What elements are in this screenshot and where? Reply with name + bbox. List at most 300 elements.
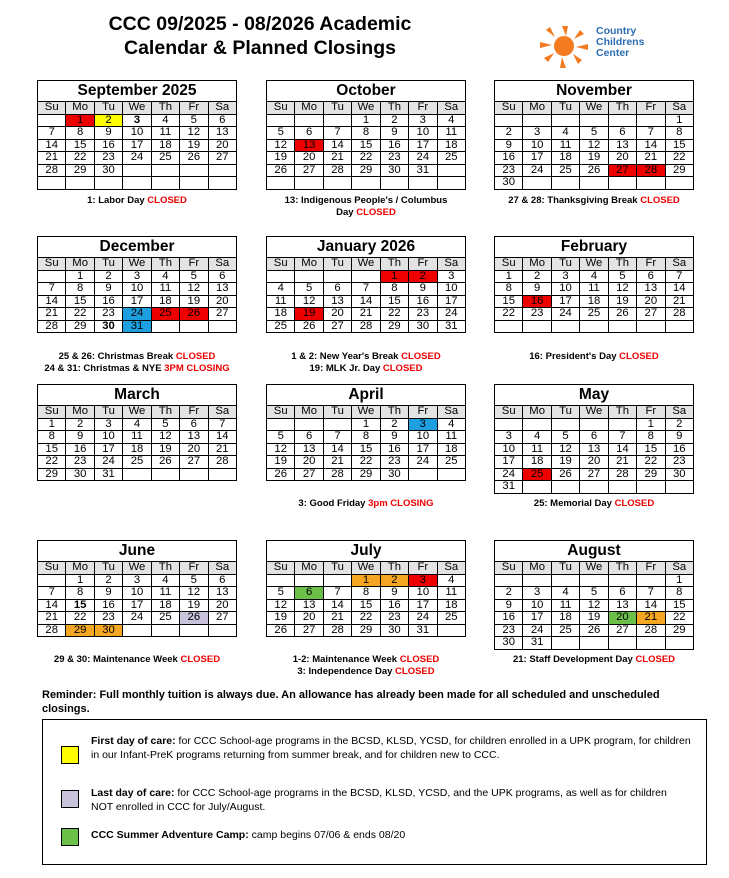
empty-cell [437, 177, 465, 190]
day-cell: 24 [523, 164, 551, 177]
week-row [267, 431, 466, 444]
day-cell: 24 [409, 456, 437, 469]
day-cell: 24 [409, 152, 437, 165]
empty-cell [495, 418, 523, 431]
day-cell: 21 [608, 456, 636, 469]
day-cell: 1 [66, 270, 94, 283]
weekday-label: Sa [665, 258, 693, 271]
day-cell: 10 [123, 587, 151, 600]
day-cell: 28 [208, 456, 236, 469]
week-row [495, 320, 694, 333]
weekday-header-row [38, 258, 237, 271]
week-row [495, 443, 694, 456]
empty-cell [608, 418, 636, 431]
closing-note-line [474, 195, 714, 207]
day-cell: 31 [409, 164, 437, 177]
empty-cell [523, 114, 551, 127]
month-name: July [266, 540, 466, 561]
weekday-label: Su [495, 406, 523, 419]
day-cell: 3 [523, 127, 551, 140]
day-cell: 24 [94, 456, 122, 469]
week-row [495, 270, 694, 283]
empty-cell [208, 468, 236, 481]
month-calendar [37, 384, 237, 481]
weekday-label: Mo [295, 258, 323, 271]
empty-cell [580, 481, 608, 494]
weekday-label: Su [38, 258, 66, 271]
weekday-label: Tu [94, 258, 122, 271]
day-cell: 22 [38, 456, 66, 469]
day-cell: 8 [352, 587, 380, 600]
day-cell: 14 [323, 599, 351, 612]
day-cell: 28 [637, 164, 665, 177]
day-cell: 21 [38, 308, 66, 321]
day-cell: 10 [123, 283, 151, 296]
day-cell: 27 [608, 164, 636, 177]
empty-cell [267, 177, 295, 190]
empty-cell [608, 574, 636, 587]
closing-note [17, 351, 257, 375]
legend-text: for CCC School-age programs in the BCSD, KLSD, YCSD, and the UPK programs, as well as for children NOT enrolled in CCC for July/August. [91, 787, 667, 813]
day-cell: 10 [409, 127, 437, 140]
weekday-label: Tu [551, 102, 579, 115]
day-cell: 6 [608, 127, 636, 140]
day-cell: 6 [180, 418, 208, 431]
day-cell: 2 [94, 270, 122, 283]
weekday-label: Fr [180, 562, 208, 575]
closing-reason: 1: Labor Day [87, 195, 148, 206]
day-cell: 18 [267, 308, 295, 321]
day-cell: 5 [580, 587, 608, 600]
empty-cell [38, 574, 66, 587]
closing-note [474, 498, 714, 510]
day-cell: 4 [437, 574, 465, 587]
day-cell: 7 [637, 587, 665, 600]
day-cell: 17 [551, 295, 579, 308]
closing-note-line [17, 195, 257, 207]
day-cell: 9 [380, 587, 408, 600]
month-name: December [37, 236, 237, 257]
week-row [495, 177, 694, 190]
weekday-label: Th [608, 102, 636, 115]
month-calendar [266, 236, 466, 333]
day-cell: 26 [608, 308, 636, 321]
day-cell: 7 [323, 431, 351, 444]
day-cell: 23 [94, 308, 122, 321]
empty-cell [267, 270, 295, 283]
weekday-label: Sa [208, 562, 236, 575]
day-cell: 31 [409, 624, 437, 637]
empty-cell [295, 574, 323, 587]
day-cell: 6 [323, 283, 351, 296]
week-row [495, 295, 694, 308]
weekday-label: Sa [208, 258, 236, 271]
week-row [38, 283, 237, 296]
day-cell: 31 [123, 320, 151, 333]
day-cell: 20 [608, 612, 636, 625]
week-row [38, 468, 237, 481]
weekday-label: We [352, 562, 380, 575]
closing-note [474, 351, 714, 363]
weekday-label: Tu [94, 562, 122, 575]
day-cell: 21 [323, 152, 351, 165]
week-row [495, 612, 694, 625]
day-cell: 25 [267, 320, 295, 333]
day-cell: 8 [66, 587, 94, 600]
empty-cell [323, 177, 351, 190]
closed-label: CLOSED [401, 351, 441, 362]
month-name: October [266, 80, 466, 101]
empty-cell [267, 418, 295, 431]
week-row [267, 587, 466, 600]
day-cell: 23 [380, 456, 408, 469]
day-cell: 7 [637, 127, 665, 140]
day-cell: 14 [637, 599, 665, 612]
day-cell: 17 [409, 599, 437, 612]
day-cell: 24 [123, 612, 151, 625]
day-cell: 8 [38, 431, 66, 444]
day-cell: 5 [180, 114, 208, 127]
empty-cell [123, 164, 151, 177]
closing-reason: 3: Good Friday [298, 498, 369, 509]
month-table [37, 405, 237, 481]
day-cell: 11 [151, 283, 179, 296]
weekday-label: Sa [665, 406, 693, 419]
day-cell: 25 [437, 612, 465, 625]
empty-cell [323, 270, 351, 283]
day-cell: 8 [352, 431, 380, 444]
week-row [495, 637, 694, 650]
weekday-label: Sa [208, 406, 236, 419]
week-row [38, 418, 237, 431]
day-cell: 10 [409, 587, 437, 600]
weekday-label: Su [38, 406, 66, 419]
weekday-label: Mo [295, 102, 323, 115]
month-name: September 2025 [37, 80, 237, 101]
day-cell: 5 [608, 270, 636, 283]
day-cell: 16 [66, 443, 94, 456]
day-cell: 12 [180, 127, 208, 140]
day-cell: 4 [123, 418, 151, 431]
day-cell: 27 [580, 468, 608, 481]
closing-note-line [246, 207, 486, 219]
day-cell: 19 [180, 599, 208, 612]
day-cell: 1 [352, 114, 380, 127]
day-cell: 31 [523, 637, 551, 650]
weekday-label: Fr [637, 406, 665, 419]
day-cell: 6 [208, 270, 236, 283]
day-cell: 17 [409, 139, 437, 152]
empty-cell [208, 624, 236, 637]
day-cell: 25 [551, 624, 579, 637]
weekday-header-row [267, 102, 466, 115]
day-cell: 3 [409, 114, 437, 127]
day-cell: 22 [380, 308, 408, 321]
week-row [495, 139, 694, 152]
week-row [267, 320, 466, 333]
empty-cell [551, 418, 579, 431]
empty-cell [123, 468, 151, 481]
day-cell: 6 [608, 587, 636, 600]
day-cell: 2 [380, 574, 408, 587]
title-line-1: CCC 09/2025 - 08/2026 Academic [108, 13, 412, 35]
empty-cell [123, 177, 151, 190]
week-row [495, 624, 694, 637]
empty-cell [323, 574, 351, 587]
day-cell: 12 [551, 443, 579, 456]
day-cell: 21 [352, 308, 380, 321]
legend-label: CCC Summer Adventure Camp: [91, 829, 249, 841]
day-cell: 14 [352, 295, 380, 308]
empty-cell [151, 468, 179, 481]
empty-cell [580, 177, 608, 190]
week-row [267, 127, 466, 140]
closing-reason: 19: MLK Jr. Day [309, 363, 383, 374]
month-name: March [37, 384, 237, 405]
day-cell: 14 [38, 599, 66, 612]
day-cell: 12 [180, 587, 208, 600]
day-cell: 29 [637, 468, 665, 481]
yellow-swatch [61, 746, 79, 764]
empty-cell [665, 637, 693, 650]
day-cell: 26 [580, 624, 608, 637]
closing-note [246, 195, 486, 219]
day-cell: 1 [665, 114, 693, 127]
day-cell: 3 [123, 574, 151, 587]
month-calendar [494, 236, 694, 333]
week-row [495, 283, 694, 296]
day-cell: 6 [208, 114, 236, 127]
week-row [38, 270, 237, 283]
empty-cell [151, 624, 179, 637]
weekday-label: Th [380, 562, 408, 575]
day-cell: 18 [151, 295, 179, 308]
day-cell: 1 [38, 418, 66, 431]
day-cell: 30 [495, 177, 523, 190]
day-cell: 16 [94, 599, 122, 612]
weekday-label: Su [267, 562, 295, 575]
day-cell: 26 [180, 308, 208, 321]
empty-cell [523, 320, 551, 333]
weekday-label: Tu [551, 562, 579, 575]
weekday-header-row [495, 562, 694, 575]
closing-reason: 16: President's Day [529, 351, 620, 362]
day-cell: 14 [665, 283, 693, 296]
day-cell: 7 [38, 283, 66, 296]
day-cell: 9 [523, 283, 551, 296]
weekday-label: Mo [66, 562, 94, 575]
closing-note [246, 351, 486, 375]
day-cell: 20 [580, 456, 608, 469]
day-cell: 10 [523, 139, 551, 152]
weekday-label: Th [151, 258, 179, 271]
day-cell: 2 [409, 270, 437, 283]
closing-note [17, 654, 257, 666]
day-cell: 18 [123, 443, 151, 456]
day-cell: 21 [665, 295, 693, 308]
day-cell: 16 [94, 295, 122, 308]
day-cell: 30 [66, 468, 94, 481]
day-cell: 23 [94, 612, 122, 625]
weekday-label: Th [151, 406, 179, 419]
closing-note-line [17, 654, 257, 666]
day-cell: 13 [295, 599, 323, 612]
closing-reason: 25: Memorial Day [533, 498, 615, 509]
day-cell: 7 [323, 127, 351, 140]
weekday-label: We [352, 406, 380, 419]
day-cell: 22 [352, 456, 380, 469]
day-cell: 8 [495, 283, 523, 296]
day-cell: 15 [66, 295, 94, 308]
day-cell: 20 [295, 152, 323, 165]
day-cell: 1 [352, 418, 380, 431]
day-cell: 13 [180, 431, 208, 444]
day-cell: 14 [323, 443, 351, 456]
closed-label: CLOSED [635, 654, 676, 665]
closing-note-line [17, 363, 257, 375]
day-cell: 20 [208, 295, 236, 308]
day-cell: 4 [551, 127, 579, 140]
day-cell: 29 [66, 164, 94, 177]
empty-cell [551, 481, 579, 494]
empty-cell [180, 164, 208, 177]
empty-cell [295, 418, 323, 431]
ccc-logo [540, 24, 690, 68]
day-cell: 24 [123, 308, 151, 321]
month-calendar [37, 236, 237, 333]
day-cell: 12 [151, 431, 179, 444]
day-cell: 29 [380, 320, 408, 333]
weekday-label: Th [608, 258, 636, 271]
closed-label: CLOSED [640, 195, 680, 206]
day-cell: 18 [551, 152, 579, 165]
weekday-label: Th [380, 102, 408, 115]
day-cell: 28 [323, 468, 351, 481]
day-cell: 5 [180, 270, 208, 283]
day-cell: 22 [665, 152, 693, 165]
legend-label: First day of care: [91, 735, 176, 747]
closing-note [246, 654, 486, 678]
empty-cell [551, 637, 579, 650]
day-cell: 17 [523, 152, 551, 165]
day-cell: 21 [38, 612, 66, 625]
month-calendar [266, 384, 466, 481]
day-cell: 26 [295, 320, 323, 333]
closing-note-line [474, 498, 714, 510]
day-cell: 11 [123, 431, 151, 444]
day-cell: 17 [523, 612, 551, 625]
week-row [267, 283, 466, 296]
day-cell: 3 [495, 431, 523, 444]
empty-cell [180, 320, 208, 333]
week-row [38, 612, 237, 625]
day-cell: 21 [637, 152, 665, 165]
weekday-label: We [352, 258, 380, 271]
day-cell: 12 [267, 443, 295, 456]
day-cell: 28 [38, 320, 66, 333]
weekday-label: Fr [637, 562, 665, 575]
day-cell: 4 [151, 574, 179, 587]
day-cell: 5 [267, 127, 295, 140]
day-cell: 30 [495, 637, 523, 650]
day-cell: 12 [580, 599, 608, 612]
day-cell: 30 [94, 624, 122, 637]
closed-label: CLOSED [619, 351, 659, 362]
closing-note [246, 498, 486, 510]
day-cell: 10 [123, 127, 151, 140]
weekday-label: Su [38, 102, 66, 115]
day-cell: 25 [151, 152, 179, 165]
week-row [38, 456, 237, 469]
day-cell: 21 [637, 612, 665, 625]
week-row [267, 152, 466, 165]
weekday-header-row [495, 258, 694, 271]
day-cell: 19 [580, 152, 608, 165]
week-row [38, 114, 237, 127]
day-cell: 5 [151, 418, 179, 431]
month-calendar [37, 80, 237, 190]
closing-reason: 13: Indigenous People's / Columbus [284, 195, 448, 206]
day-cell: 15 [352, 139, 380, 152]
day-cell: 9 [495, 599, 523, 612]
day-cell: 23 [665, 456, 693, 469]
closing-reason: 27 & 28: Thanksgiving Break [508, 195, 641, 206]
day-cell: 21 [208, 443, 236, 456]
day-cell: 25 [151, 308, 179, 321]
day-cell: 13 [295, 139, 323, 152]
month-name: May [494, 384, 694, 405]
day-cell: 22 [66, 612, 94, 625]
weekday-header-row [38, 406, 237, 419]
day-cell: 1 [665, 574, 693, 587]
empty-cell [580, 418, 608, 431]
day-cell: 11 [437, 587, 465, 600]
day-cell: 15 [380, 295, 408, 308]
day-cell: 19 [608, 295, 636, 308]
day-cell: 9 [94, 283, 122, 296]
empty-cell [551, 320, 579, 333]
weekday-label: Tu [323, 406, 351, 419]
empty-cell [523, 177, 551, 190]
weekday-label: We [123, 406, 151, 419]
day-cell: 17 [94, 443, 122, 456]
day-cell: 9 [94, 127, 122, 140]
day-cell: 27 [637, 308, 665, 321]
month-table [494, 101, 694, 190]
empty-cell [495, 114, 523, 127]
day-cell: 24 [523, 624, 551, 637]
weekday-label: We [123, 258, 151, 271]
day-cell: 24 [437, 308, 465, 321]
day-cell: 26 [180, 612, 208, 625]
weekday-label: Mo [523, 562, 551, 575]
legend-label: Last day of care: [91, 787, 175, 799]
week-row [495, 127, 694, 140]
day-cell: 19 [151, 443, 179, 456]
day-cell: 25 [580, 308, 608, 321]
day-cell: 14 [38, 295, 66, 308]
week-row [38, 574, 237, 587]
day-cell: 20 [295, 456, 323, 469]
day-cell: 16 [495, 152, 523, 165]
day-cell: 18 [580, 295, 608, 308]
day-cell: 3 [94, 418, 122, 431]
weekday-label: Tu [323, 102, 351, 115]
day-cell: 12 [580, 139, 608, 152]
day-cell: 16 [94, 139, 122, 152]
day-cell: 27 [208, 308, 236, 321]
weekday-label: We [580, 102, 608, 115]
